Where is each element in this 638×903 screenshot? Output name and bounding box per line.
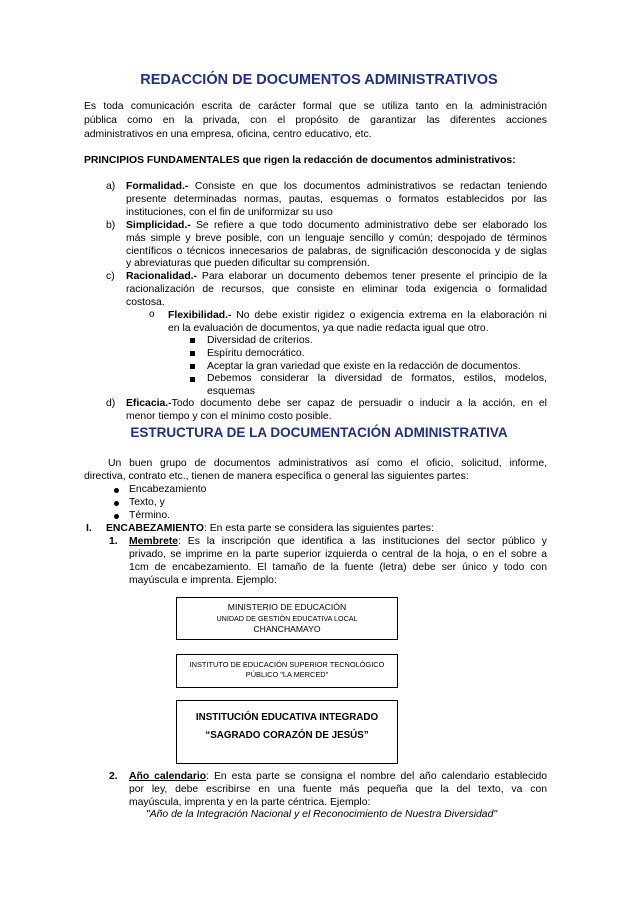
square-bullet-icon (190, 351, 195, 356)
box-line: MINISTERIO DE EDUCACIÓN (227, 602, 347, 612)
part-item: Encabezamiento (129, 484, 207, 495)
intro-line: administrativos en una empresa, oficina, centro educativo, etc. (84, 129, 372, 140)
square-bullet-icon (190, 338, 195, 343)
principle-line: y abreviaturas que pueden dificultar su comprensión. (126, 258, 370, 269)
principle-letter: b) (106, 220, 116, 231)
principle-term: Simplicidad.- (126, 220, 191, 231)
box-line: UNIDAD DE GESTIÓN EDUCATIVA LOCAL (216, 614, 358, 623)
item-line: mayúscula, imprenta y en la parte céntrica. Ejemplo: (129, 797, 371, 808)
flex-item: Debemos considerar la diversidad de formatos, estilos, modelos, (207, 373, 547, 384)
item-term: Año calendario (129, 771, 207, 782)
section-heading: ENCABEZAMIENTO: En esta parte se considera las siguientes partes: (106, 523, 434, 534)
letterhead-example-box (176, 700, 398, 764)
bullet-icon (114, 488, 119, 493)
item-line: por ley, debe escribirse en una fuente más pequeña que la del texto, va con (129, 784, 547, 795)
flex-item: esquemas (207, 386, 255, 397)
year-example: "Año de la Integración Nacional y el Reconocimiento de Nuestra Diversidad" (146, 809, 498, 820)
part-item: Texto, y (129, 497, 165, 508)
flex-item: Espíritu democrático. (207, 348, 305, 359)
item-line: Año calendario: En esta parte se consigna el nombre del año calendario establecido (129, 771, 548, 782)
principle-line: racionalización de recursos, que consiste en eliminar toda exigencia o formalidad (126, 284, 547, 295)
principle-term: Formalidad.- (126, 181, 189, 192)
section-number: I. (86, 523, 92, 534)
letterhead-example-box (176, 597, 398, 640)
principle-letter: c) (106, 271, 115, 282)
circle-bullet-icon: o (149, 309, 155, 320)
flex-line: Flexibilidad.- No debe existir rigidez o exigencia extrema en la elaboración ni (168, 310, 547, 321)
item-term: Membrete (129, 536, 179, 547)
principle-letter: a) (106, 181, 116, 192)
item-line: mayúscula e imprenta. Ejemplo: (129, 575, 277, 586)
structure-intro-line: Un buen grupo de documentos administrativos así como el oficio, solicitud, informe, (108, 458, 547, 469)
square-bullet-icon (190, 377, 195, 382)
item-line: Membrete: Es la inscripción que identifica a las instituciones del sector público y (129, 536, 547, 547)
item-number: 1. (109, 536, 118, 547)
principle-line: instituciones, con el fin de uniformizar su uso (126, 207, 333, 218)
bullet-icon (114, 514, 119, 519)
intro-line: pública como en la privada, con el propósito de garantizar las diferentes acciones (84, 115, 547, 126)
item-line: privado, se imprime en la parte superior izquierda o central de la hoja, o en el sobre a (129, 549, 547, 560)
principle-line: costosa. (126, 297, 165, 308)
section-term: ENCABEZAMIENTO (106, 523, 204, 534)
principle-term: Eficacia.- (126, 398, 172, 409)
principle-letter: d) (106, 398, 116, 409)
box-line: PÚBLICO "LA MERCED" (245, 670, 329, 679)
principle-line: presente determinadas normas, pautas, esquemas o formatos establecidos por las (126, 194, 547, 205)
box-line: CHANCHAMAYO (253, 624, 321, 634)
flex-term: Flexibilidad.- (168, 310, 232, 321)
structure-intro-line: directiva, contrato etc., tienen de manera específica o general las siguientes partes: (84, 471, 469, 482)
flex-item: Aceptar la gran variedad que existe en la redacción de documentos. (207, 361, 521, 372)
box-line: INSTITUTO DE EDUCACIÓN SUPERIOR TECNOLÓGICO (189, 660, 385, 669)
letterhead-example-box (176, 654, 398, 688)
intro-line: Es toda comunicación escrita de carácter formal que se utiliza tanto en la administración (84, 101, 547, 112)
principle-line: Formalidad.- Consiste en que los documentos administrativos se redactan teniendo (126, 181, 547, 192)
flex-item: Diversidad de criterios. (207, 335, 313, 346)
principles-heading: PRINCIPIOS FUNDAMENTALES que rigen la redacción de documentos administrativos: (84, 155, 516, 166)
principle-line: más simple y breve posible, con un lenguaje sencillo y común; despojado de términos (126, 233, 547, 244)
item-line: 1cm de encabezamiento. El tamaño de la fuente (letra) debe ser único y todo con (129, 562, 547, 573)
item-number: 2. (109, 771, 118, 782)
principle-line: Eficacia.-Todo documento debe ser capaz de persuadir o inducir a la acción, en el (126, 398, 547, 409)
principle-line: Simplicidad.- Se refiere a que todo documento administrativo debe ser elaborado los (126, 220, 547, 231)
bullet-icon (114, 501, 119, 506)
square-bullet-icon (190, 364, 195, 369)
principle-term: Racionalidad.- (126, 271, 198, 282)
box-line: INSTITUCIÓN EDUCATIVA INTEGRADO (195, 712, 379, 723)
box-line: “SAGRADO CORAZÓN DE JESÚS” (205, 730, 369, 741)
structure-title: ESTRUCTURA DE LA DOCUMENTACIÓN ADMINISTRATIVA (130, 425, 508, 440)
principle-line: Racionalidad.- Para elaborar un documento debemos tener presente el principio de la (126, 271, 547, 282)
principle-line: menor tiempo y con el mínimo costo posible. (126, 411, 332, 422)
principle-line: científicos o técnicos innecesarios de palabras, de significación desconocida y de siglas (126, 246, 547, 257)
flex-line: en la evaluación de documentos, ya que nadie redacta igual que otro. (168, 323, 489, 334)
page-title: REDACCIÓN DE DOCUMENTOS ADMINISTRATIVOS (140, 72, 498, 88)
part-item: Término. (129, 510, 170, 521)
